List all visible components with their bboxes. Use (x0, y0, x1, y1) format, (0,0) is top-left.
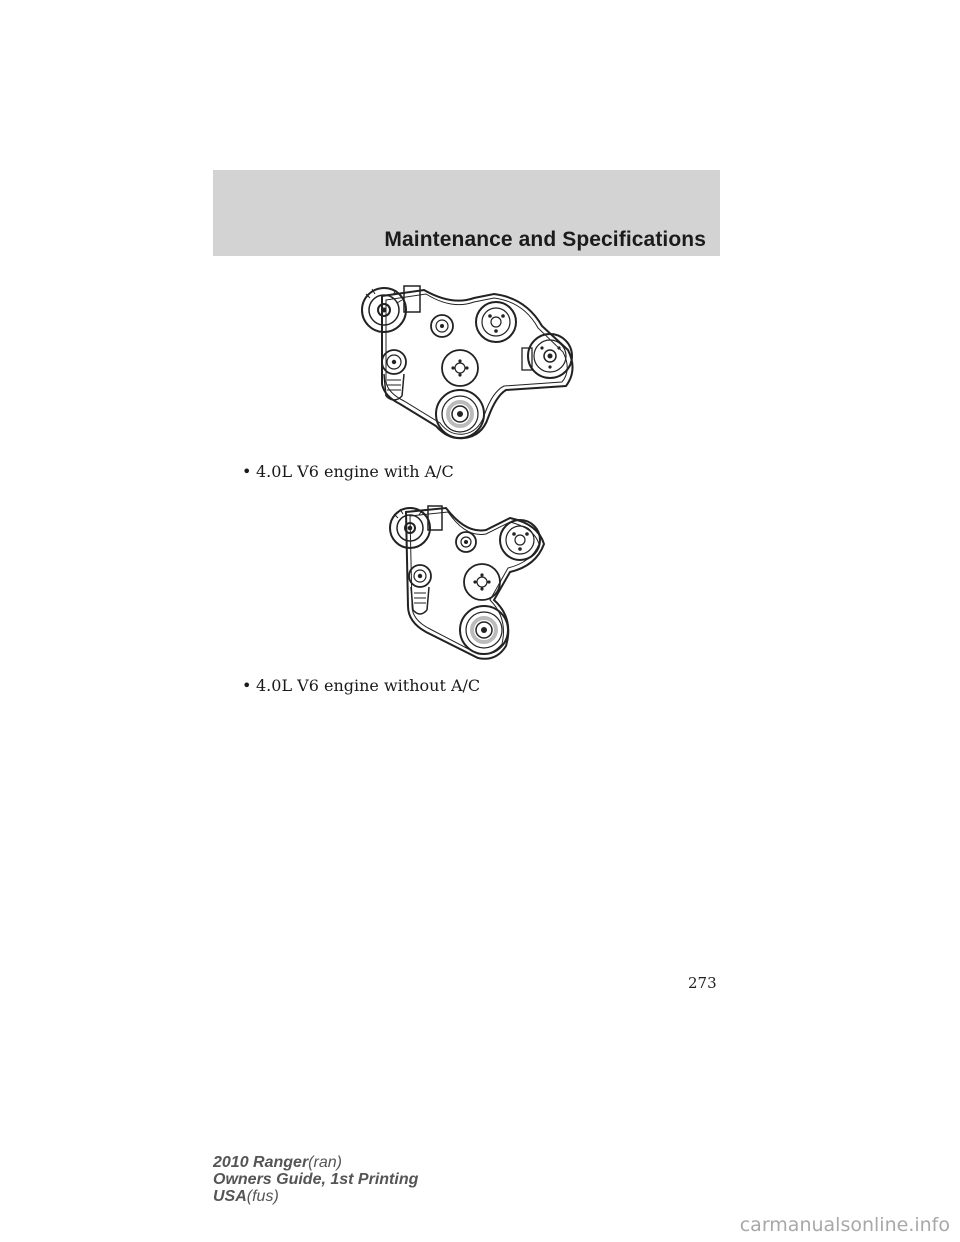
belt-routing-diagram-without-ac-icon (386, 496, 551, 666)
power-steering-pulley-icon (464, 564, 500, 600)
power-steering-pulley-icon (442, 350, 478, 386)
crankshaft-pulley-icon (460, 606, 508, 654)
footer-model-code: (ran) (308, 1154, 342, 1171)
bullet: • (242, 676, 252, 695)
bullet: • (242, 462, 252, 481)
caption-text: 4.0L V6 engine without A/C (256, 676, 481, 695)
footer-model: 2010 Ranger (213, 1154, 309, 1171)
footer-market: USA (213, 1188, 247, 1205)
figure-caption-ac (242, 462, 454, 481)
watermark: carmanualsonline.info (739, 1214, 950, 1236)
footer-market-line (213, 1188, 418, 1205)
belt-routing-diagram-with-ac-icon (356, 278, 596, 448)
footer-guide-line (213, 1171, 418, 1188)
page-number: 273 (688, 974, 717, 992)
tensioner-pulley-icon (409, 565, 431, 614)
crankshaft-pulley-icon (436, 390, 484, 438)
water-pump-pulley-icon (476, 302, 516, 342)
section-header (213, 170, 720, 256)
idler-pulley-icon (431, 315, 453, 337)
figure-caption-noac (242, 676, 480, 695)
idler-pulley-icon (456, 532, 476, 552)
document-footer (213, 1154, 418, 1205)
footer-guide: Owners Guide, 1st Printing (213, 1171, 419, 1188)
alternator-icon (390, 506, 442, 548)
section-title: Maintenance and Specifications (384, 228, 706, 251)
alternator-icon (362, 286, 420, 332)
footer-market-code: (fus) (246, 1188, 279, 1205)
caption-text: 4.0L V6 engine with A/C (256, 462, 454, 481)
footer-model-line (213, 1154, 418, 1171)
water-pump-pulley-icon (500, 520, 540, 560)
